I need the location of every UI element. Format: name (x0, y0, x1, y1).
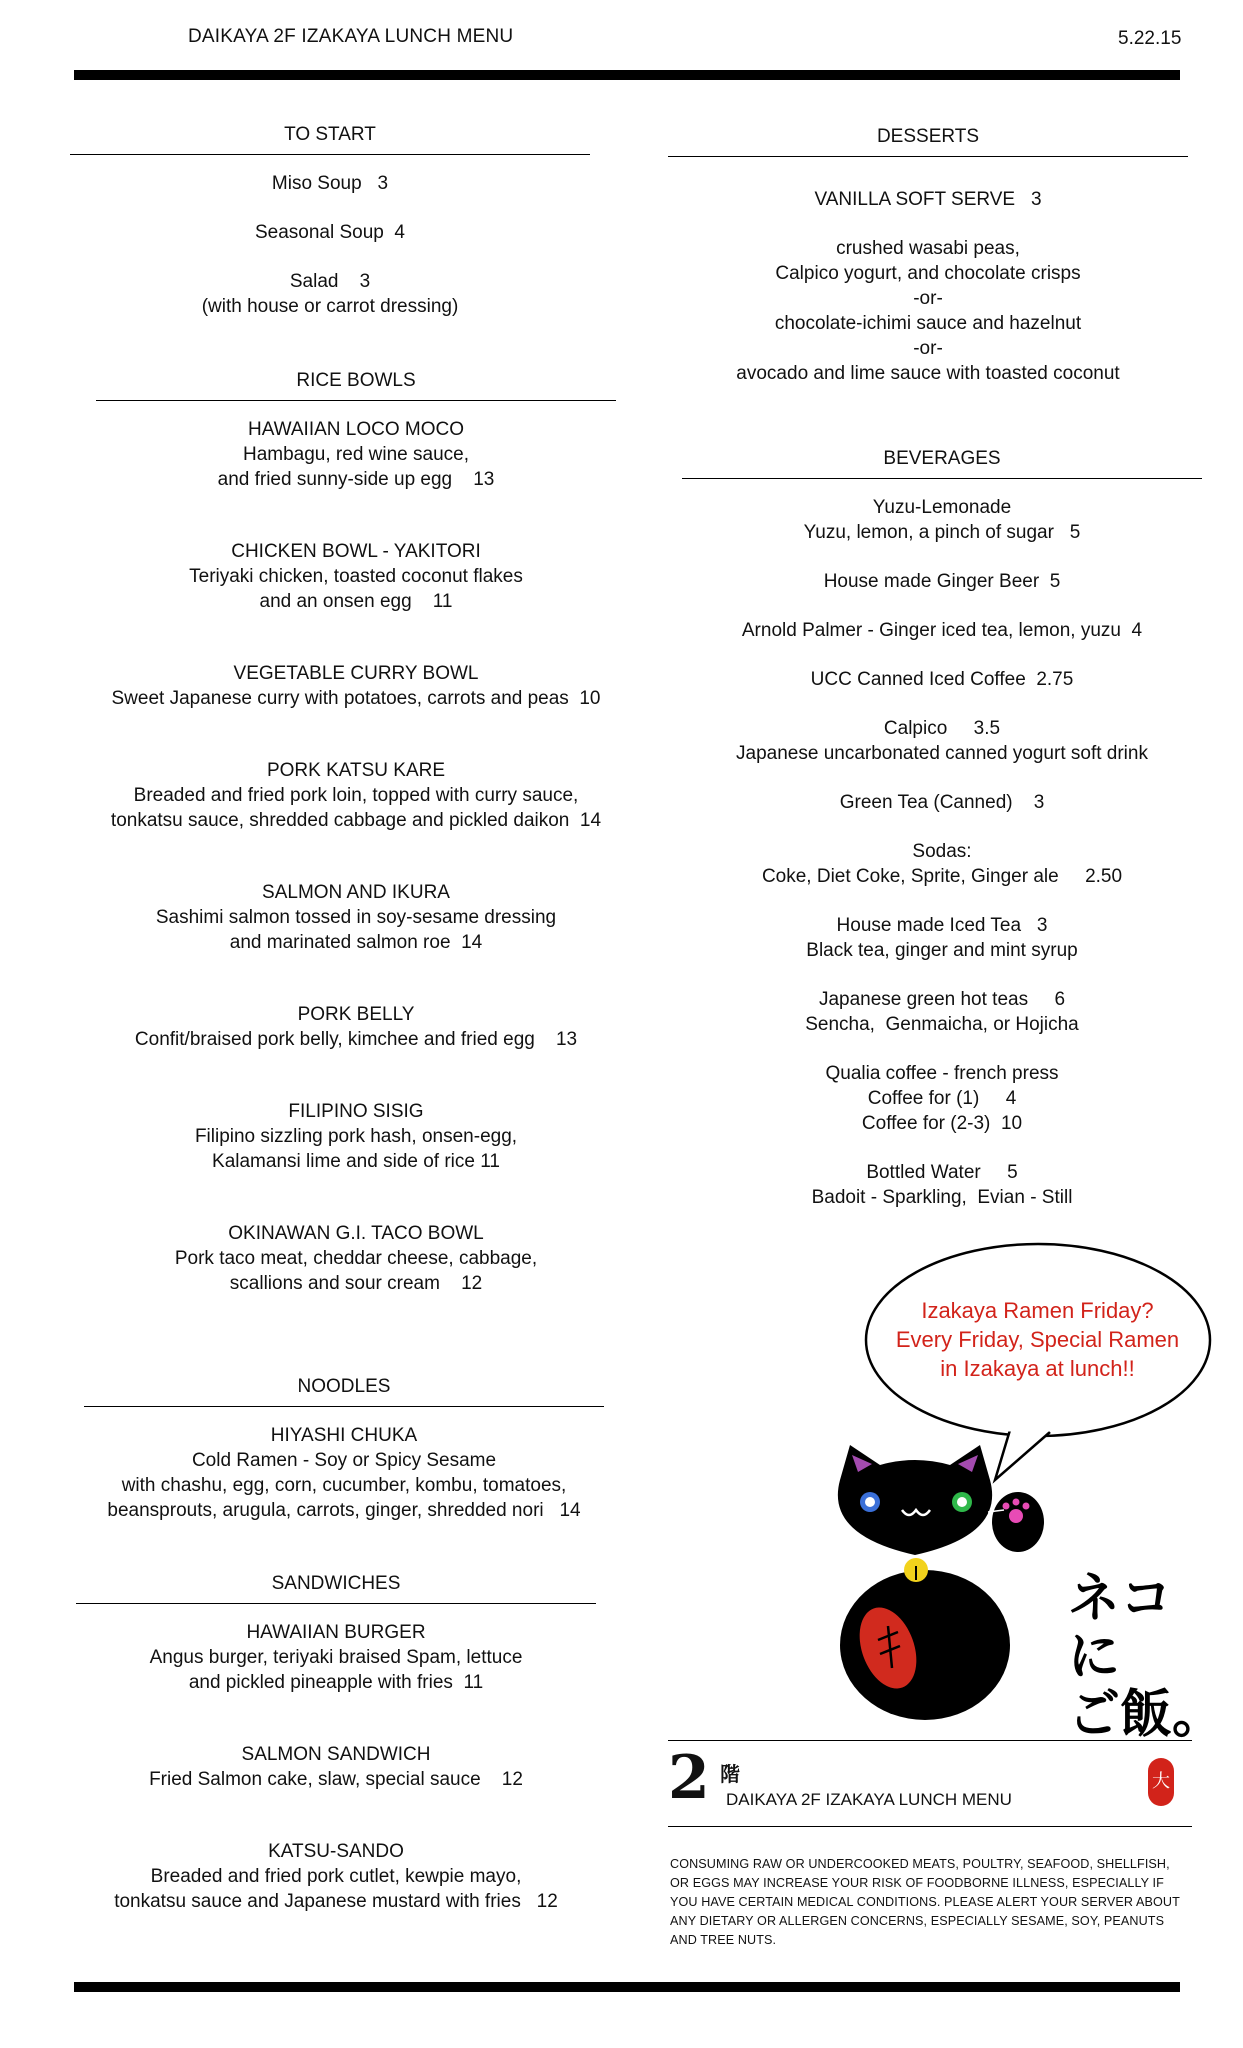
menu-item-description: scallions and sour cream 12 (229, 1273, 483, 1294)
menu-item-name: OKINAWAN G.I. TACO BOWL (228, 1223, 484, 1244)
menu-item-description: and pickled pineapple with fries 11 (188, 1672, 484, 1693)
menu-item (668, 187, 1188, 212)
menu-item-description: Japanese uncarbonated canned yogurt soft drink (736, 743, 1148, 764)
menu-item-description: tonkatsu sauce and Japanese mustard with fries 12 (114, 1891, 558, 1912)
menu-item-name: SALMON SANDWICH (241, 1744, 431, 1765)
menu-item-name: Japanese green hot teas 6 (818, 989, 1066, 1010)
section-title: BEVERAGES (682, 448, 1202, 479)
menu-item-description: Teriyaki chicken, toasted coconut flakes (189, 566, 523, 587)
menu-item-name: CHICKEN BOWL - YAKITORI (231, 541, 481, 562)
menu-item (668, 236, 1188, 386)
menu-item-description: avocado and lime sauce with toasted coconut (736, 363, 1120, 384)
menu-item (682, 667, 1202, 692)
section-beverages (682, 448, 1202, 1234)
menu-item (96, 1099, 616, 1174)
menu-item (682, 569, 1202, 594)
menu-item-name: Green Tea (Canned) 3 (839, 792, 1045, 813)
section-items (70, 171, 590, 319)
section-to-start (70, 124, 590, 343)
menu-item-description: chocolate-ichimi sauce and hazelnut (774, 313, 1082, 334)
mascot-caption-line: ご飯。 (1068, 1684, 1225, 1745)
bottom-divider-bar (74, 1982, 1180, 1992)
menu-item-description: Confit/braised pork belly, kimchee and fried egg 13 (134, 1029, 578, 1050)
menu-item-name: PORK BELLY (297, 1004, 415, 1025)
menu-item (96, 539, 616, 614)
menu-item (76, 1620, 596, 1695)
menu-item-description: Breaded and fried pork cutlet, kewpie mayo, (150, 1866, 522, 1887)
section-title: SANDWICHES (76, 1573, 596, 1604)
menu-item-description: Filipino sizzling pork hash, onsen-egg, (194, 1126, 518, 1147)
section-rice-bowls (96, 370, 616, 1343)
footer-top-rule (668, 1740, 1192, 1741)
menu-item-description: Cold Ramen - Soy or Spicy Sesame (191, 1450, 497, 1471)
menu-item-description: -or- (913, 288, 943, 309)
menu-item (70, 171, 590, 196)
menu-item (76, 1742, 596, 1792)
menu-item-description: and an onsen egg 11 (259, 591, 453, 612)
mascot-caption (1068, 1570, 1224, 1744)
menu-item-description: Coffee for (2-3) 10 (861, 1113, 1023, 1134)
menu-item-description: Kalamansi lime and side of rice 11 (212, 1151, 500, 1172)
menu-item-name: Seasonal Soup 4 (254, 222, 405, 243)
promo-line: Every Friday, Special Ramen (895, 1327, 1180, 1352)
menu-item-description: Coke, Diet Coke, Sprite, Ginger ale 2.50 (761, 866, 1123, 887)
menu-item-name: Salad 3 (289, 271, 371, 292)
menu-item-description: Angus burger, teriyaki braised Spam, lettuce (149, 1647, 523, 1668)
menu-item-description: Yuzu, lemon, a pinch of sugar 5 (803, 522, 1081, 543)
menu-item-description: Sweet Japanese curry with potatoes, carrots and peas 10 (111, 688, 601, 709)
menu-item (682, 987, 1202, 1037)
menu-item-name: HAWAIIAN LOCO MOCO (247, 419, 465, 440)
menu-item-description: Coffee for (1) 4 (867, 1088, 1017, 1109)
section-items (96, 417, 616, 1296)
menu-item (682, 1160, 1202, 1210)
section-title: RICE BOWLS (96, 370, 616, 401)
menu-item-description: with chashu, egg, corn, cucumber, kombu, tomatoes, (121, 1475, 567, 1496)
menu-item (682, 839, 1202, 889)
section-title: DESSERTS (668, 126, 1188, 157)
top-divider-bar (74, 70, 1180, 80)
promo-line: Izakaya Ramen Friday? (921, 1298, 1154, 1323)
menu-item (96, 417, 616, 492)
menu-item-name: UCC Canned Iced Coffee 2.75 (810, 669, 1074, 690)
menu-date: 5.22.15 (1118, 28, 1182, 49)
section-desserts (668, 126, 1188, 410)
menu-item-name: Miso Soup 3 (271, 173, 389, 194)
menu-item (96, 1002, 616, 1052)
menu-item-name: VEGETABLE CURRY BOWL (233, 663, 479, 684)
menu-item-description: and fried sunny-side up egg 13 (217, 469, 495, 490)
menu-item (76, 1839, 596, 1914)
menu-item-description: Hambagu, red wine sauce, (242, 444, 469, 465)
footer-bottom-rule (668, 1826, 1192, 1827)
menu-item-name: Bottled Water 5 (866, 1162, 1018, 1183)
menu-item (70, 220, 590, 245)
menu-item (96, 758, 616, 833)
menu-item-description: -or- (913, 338, 943, 359)
menu-item (682, 1061, 1202, 1136)
menu-title: DAIKAYA 2F IZAKAYA LUNCH MENU (188, 26, 514, 47)
menu-item-name: PORK KATSU KARE (266, 760, 446, 781)
menu-item-name: HAWAIIAN BURGER (246, 1622, 426, 1643)
section-items (682, 495, 1202, 1210)
section-noodles (84, 1376, 604, 1547)
lucky-cat-mascot-icon (820, 1440, 1070, 1720)
menu-item (96, 661, 616, 711)
section-items (76, 1620, 596, 1914)
menu-item-name: Yuzu-Lemonade (872, 497, 1012, 518)
menu-item-name: FILIPINO SISIG (288, 1101, 424, 1122)
allergy-disclaimer: CONSUMING RAW OR UNDERCOOKED MEATS, POULTRY, SEAFOOD, SHELLFISH, OR EGGS MAY INCREASE YOUR RISK OF FOODBORNE ILLNESS, ESPECIALLY IF YOU HAVE CERTAIN MEDICAL CONDITIONS. PLEASE ALERT YOUR SERVER ABOUT ANY DIETARY OR ALLERGEN CONCERNS, ESPECIALLY SESAME, SOY, PEANUTS AND TREE NUTS. (670, 1857, 1180, 1947)
menu-item (96, 880, 616, 955)
menu-item-name: Calpico 3.5 (883, 718, 1001, 739)
menu-item (70, 269, 590, 319)
menu-item-description: and marinated salmon roe 14 (229, 932, 483, 953)
menu-item (682, 913, 1202, 963)
menu-item-name: House made Ginger Beer 5 (823, 571, 1061, 592)
menu-item-description: Calpico yogurt, and chocolate crisps (775, 263, 1081, 284)
menu-item-name: crushed wasabi peas, (836, 238, 1020, 259)
promo-text (880, 1296, 1195, 1383)
menu-item (84, 1423, 604, 1523)
mascot-caption-line: に (1068, 1626, 1121, 1687)
mascot-caption-line: ネコ (1068, 1568, 1173, 1629)
menu-item-description: Black tea, ginger and mint syrup (806, 940, 1078, 961)
section-title: TO START (70, 124, 590, 155)
promo-line: in Izakaya at lunch!! (940, 1356, 1135, 1381)
menu-item-description: Breaded and fried pork loin, topped with curry sauce, (133, 785, 579, 806)
menu-item-name: KATSU-SANDO (268, 1841, 404, 1862)
menu-item-name: Arnold Palmer - Ginger iced tea, lemon, yuzu 4 (741, 620, 1143, 641)
menu-item-description: Sashimi salmon tossed in soy-sesame dressing (155, 907, 557, 928)
footer-menu-name: DAIKAYA 2F IZAKAYA LUNCH MENU (726, 1790, 1012, 1809)
menu-item-description: (with house or carrot dressing) (201, 296, 459, 317)
menu-item (682, 790, 1202, 815)
menu-item-description: Badoit - Sparkling, Evian - Still (811, 1187, 1073, 1208)
menu-item-description: beansprouts, arugula, carrots, ginger, shredded nori 14 (107, 1500, 581, 1521)
section-items (84, 1423, 604, 1523)
menu-item (96, 1221, 616, 1296)
section-title: NOODLES (84, 1376, 604, 1407)
menu-item-description: tonkatsu sauce, shredded cabbage and pickled daikon 14 (110, 810, 602, 831)
menu-item-name: Qualia coffee - french press (825, 1063, 1059, 1084)
daikaya-seal-icon: 大 (1148, 1758, 1174, 1806)
menu-item-name: SALMON AND IKURA (262, 882, 450, 903)
menu-item-name: House made Iced Tea 3 (836, 915, 1048, 936)
menu-item (682, 495, 1202, 545)
menu-item-description: Sencha, Genmaicha, or Hojicha (805, 1014, 1079, 1035)
section-items (668, 187, 1188, 386)
menu-item-name: VANILLA SOFT SERVE 3 (814, 189, 1042, 210)
menu-item-description: Pork taco meat, cheddar cheese, cabbage, (174, 1248, 538, 1269)
menu-item-description: Fried Salmon cake, slaw, special sauce 12 (149, 1769, 523, 1790)
section-sandwiches (76, 1573, 596, 1961)
menu-item (682, 716, 1202, 766)
floor-number: 2 (668, 1743, 710, 1813)
floor-kanji: 階 (720, 1762, 740, 1786)
menu-item-name: HIYASHI CHUKA (270, 1425, 418, 1446)
menu-item-name: Sodas: (912, 841, 972, 862)
menu-item (682, 618, 1202, 643)
